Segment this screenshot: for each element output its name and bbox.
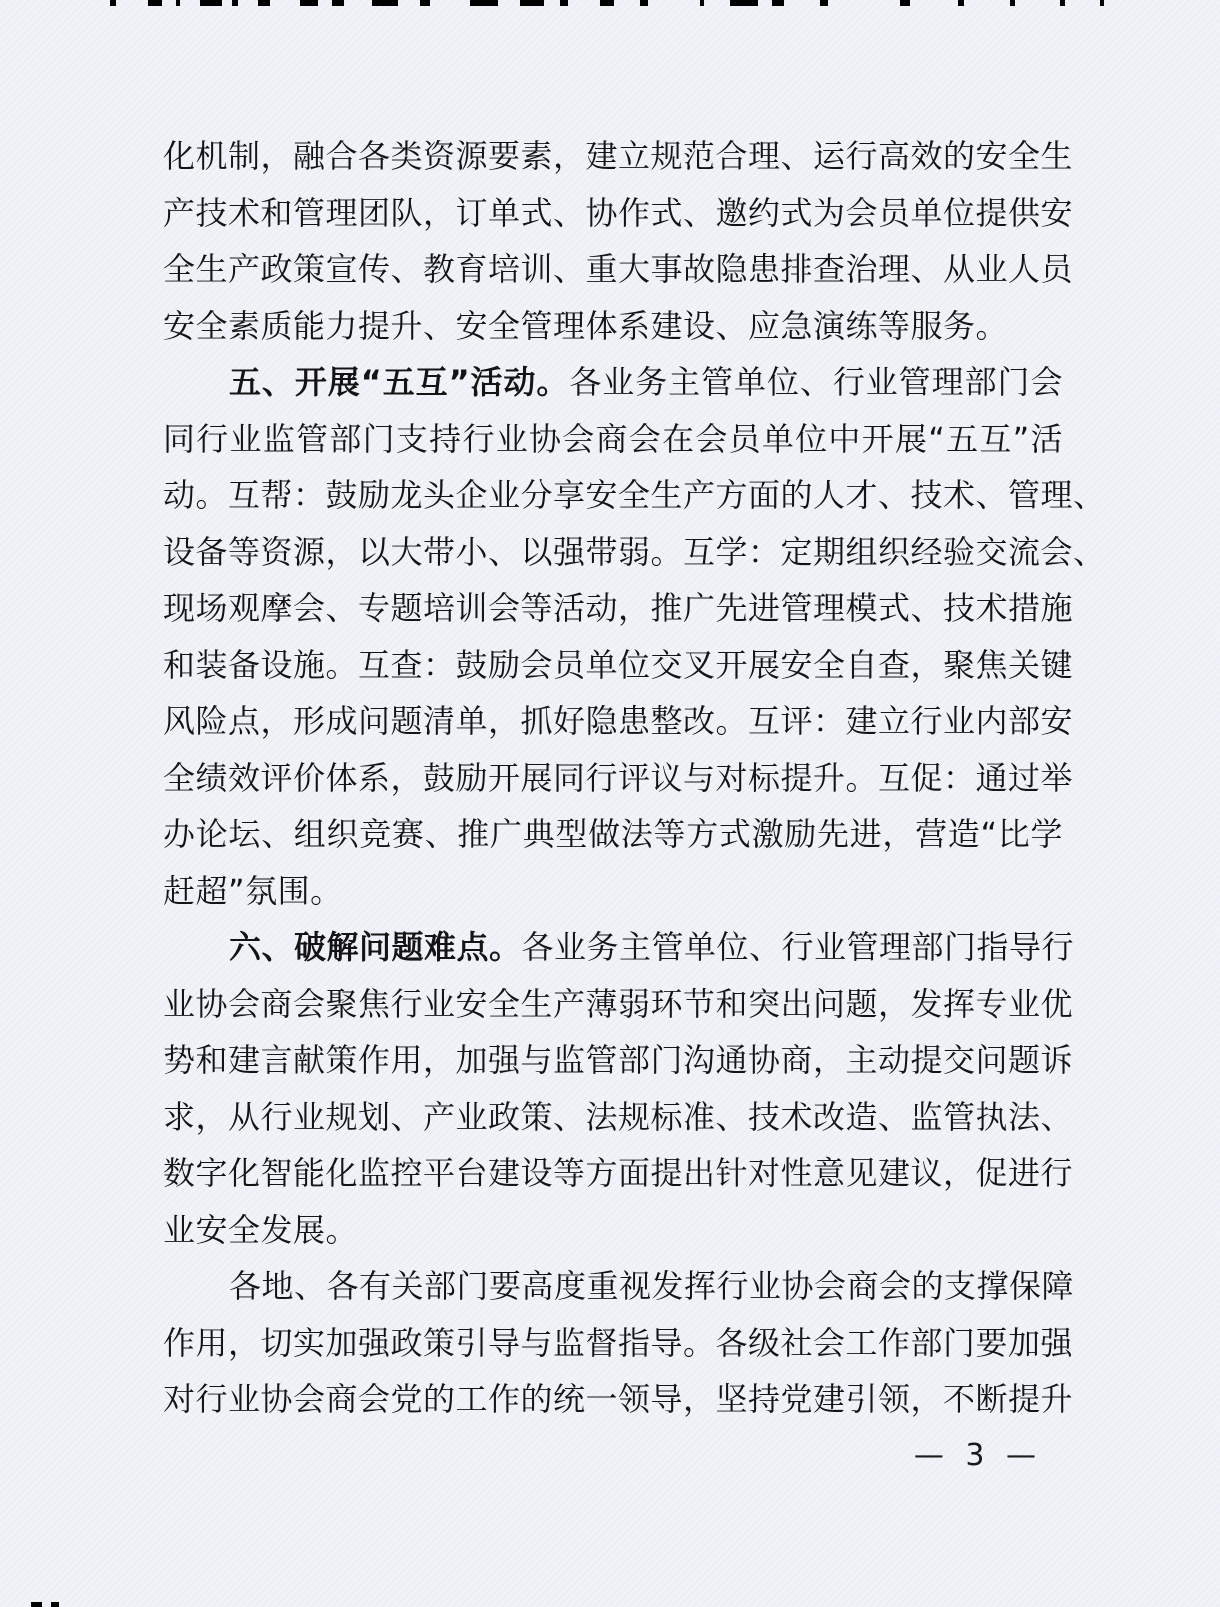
text-line (163, 1032, 1074, 1089)
body-text: 数字化智能化监控平台建设等方面提出针对性意见建议，促进行 (163, 1154, 1074, 1192)
body-text: 全生产政策宣传、教育培训、重大事故隐患排查治理、从业人员 (163, 250, 1074, 288)
scan-noise-mark (232, 0, 238, 6)
scan-noise-mark (148, 0, 162, 6)
text-line (163, 1315, 1074, 1372)
body-text: 动。互帮：鼓励龙头企业分享安全生产方面的人才、技术、管理、 (163, 476, 1106, 514)
text-line (163, 919, 1075, 976)
text-line (163, 863, 1063, 920)
text-line (163, 1202, 1063, 1259)
body-text: 各业务主管单位、行业管理部门会 (569, 363, 1063, 401)
text-line (163, 1258, 1075, 1315)
body-text: 势和建言献策作用，加强与监管部门沟通协商，主动提交问题诉 (163, 1041, 1074, 1079)
document-body (163, 128, 1106, 1428)
scan-noise-mark (332, 0, 344, 6)
section-heading-text: 五、开展“五互”活动。 (229, 363, 570, 401)
scan-noise-mark (300, 0, 318, 6)
text-line (163, 1089, 1074, 1146)
scan-noise-mark (730, 0, 758, 6)
text-line (163, 976, 1074, 1033)
body-text: 风险点，形成问题清单，抓好隐患整改。互评：建立行业内部安 (163, 702, 1074, 740)
scan-noise-mark (1100, 0, 1104, 6)
text-line (163, 750, 1074, 807)
text-line (163, 693, 1074, 750)
text-line (163, 806, 1063, 863)
text-line (163, 298, 1063, 355)
body-text: 求，从行业规划、产业政策、法规标准、技术改造、监管执法、 (163, 1097, 1074, 1136)
scan-noise-mark (958, 0, 964, 6)
scan-noise-mark (51, 1602, 59, 1607)
body-text: 同行业监管部门支持行业协会商会在会员单位中开展“五互”活 (163, 419, 1063, 458)
text-line (163, 580, 1074, 637)
scan-noise-mark (560, 0, 568, 6)
scan-noise-mark (110, 0, 116, 6)
body-text: 各业务主管单位、行业管理部门指导行 (521, 928, 1075, 966)
text-line (163, 467, 1106, 524)
text-line (163, 524, 1106, 581)
scan-noise-mark (520, 0, 544, 6)
text-line (163, 411, 1063, 468)
scan-noise-mark (176, 0, 180, 6)
body-text: 设备等资源，以大带小、以强带弱。互学：定期组织经验交流会、 (163, 532, 1106, 571)
scan-noise-mark (640, 0, 648, 6)
text-line (163, 1145, 1074, 1202)
body-text: 办论坛、组织竞赛、推广典型做法等方式激励先进，营造“比学 (163, 815, 1063, 853)
page-number: — 3 — (913, 1438, 1042, 1473)
body-text: 现场观摩会、专题培训会等活动，推广先进管理模式、技术措施 (163, 589, 1074, 627)
scan-noise-mark (900, 0, 910, 6)
scan-noise-mark (31, 1602, 42, 1607)
scan-noise-mark (1060, 0, 1065, 6)
text-line (163, 637, 1074, 694)
scan-noise-mark (372, 0, 398, 6)
body-text: 赶超”氛围。 (163, 871, 343, 910)
scan-noise-mark (772, 0, 784, 6)
scan-noise-mark (200, 0, 222, 6)
section-heading-text: 六、破解问题难点。 (229, 928, 522, 966)
body-text: 业安全发展。 (163, 1210, 359, 1249)
scan-noise-mark (600, 0, 614, 6)
body-text: 安全素质能力提升、安全管理体系建设、应急演练等服务。 (163, 306, 1009, 345)
scan-noise-mark (420, 0, 430, 6)
body-text: 对行业协会商会党的工作的统一领导，坚持党建引领，不断提升 (163, 1380, 1074, 1418)
text-line (163, 241, 1074, 298)
scan-noise-mark (700, 0, 704, 6)
text-line (163, 128, 1074, 185)
body-text: 和装备设施。互查：鼓励会员单位交叉开展安全自查，聚焦关键 (163, 645, 1074, 684)
body-text: 产技术和管理团队，订单式、协作式、邀约式为会员单位提供安 (163, 193, 1074, 232)
text-line (163, 1371, 1074, 1428)
body-text: 各地、各有关部门要高度重视发挥行业协会商会的支撑保障 (229, 1267, 1075, 1305)
body-text: 化机制，融合各类资源要素，建立规范合理、运行高效的安全生 (163, 137, 1074, 175)
body-text: 业协会商会聚焦行业安全生产薄弱环节和突出问题，发挥专业优 (163, 984, 1074, 1023)
text-line (163, 185, 1074, 242)
scan-noise-mark (470, 0, 498, 6)
text-line (163, 354, 1063, 411)
scan-noise-mark (258, 0, 270, 6)
body-text: 全绩效评价体系，鼓励开展同行评议与对标提升。互促：通过举 (163, 758, 1074, 797)
scan-noise-mark (820, 0, 828, 6)
scan-noise-mark (1010, 0, 1015, 6)
body-text: 作用，切实加强政策引导与监督指导。各级社会工作部门要加强 (163, 1323, 1074, 1362)
